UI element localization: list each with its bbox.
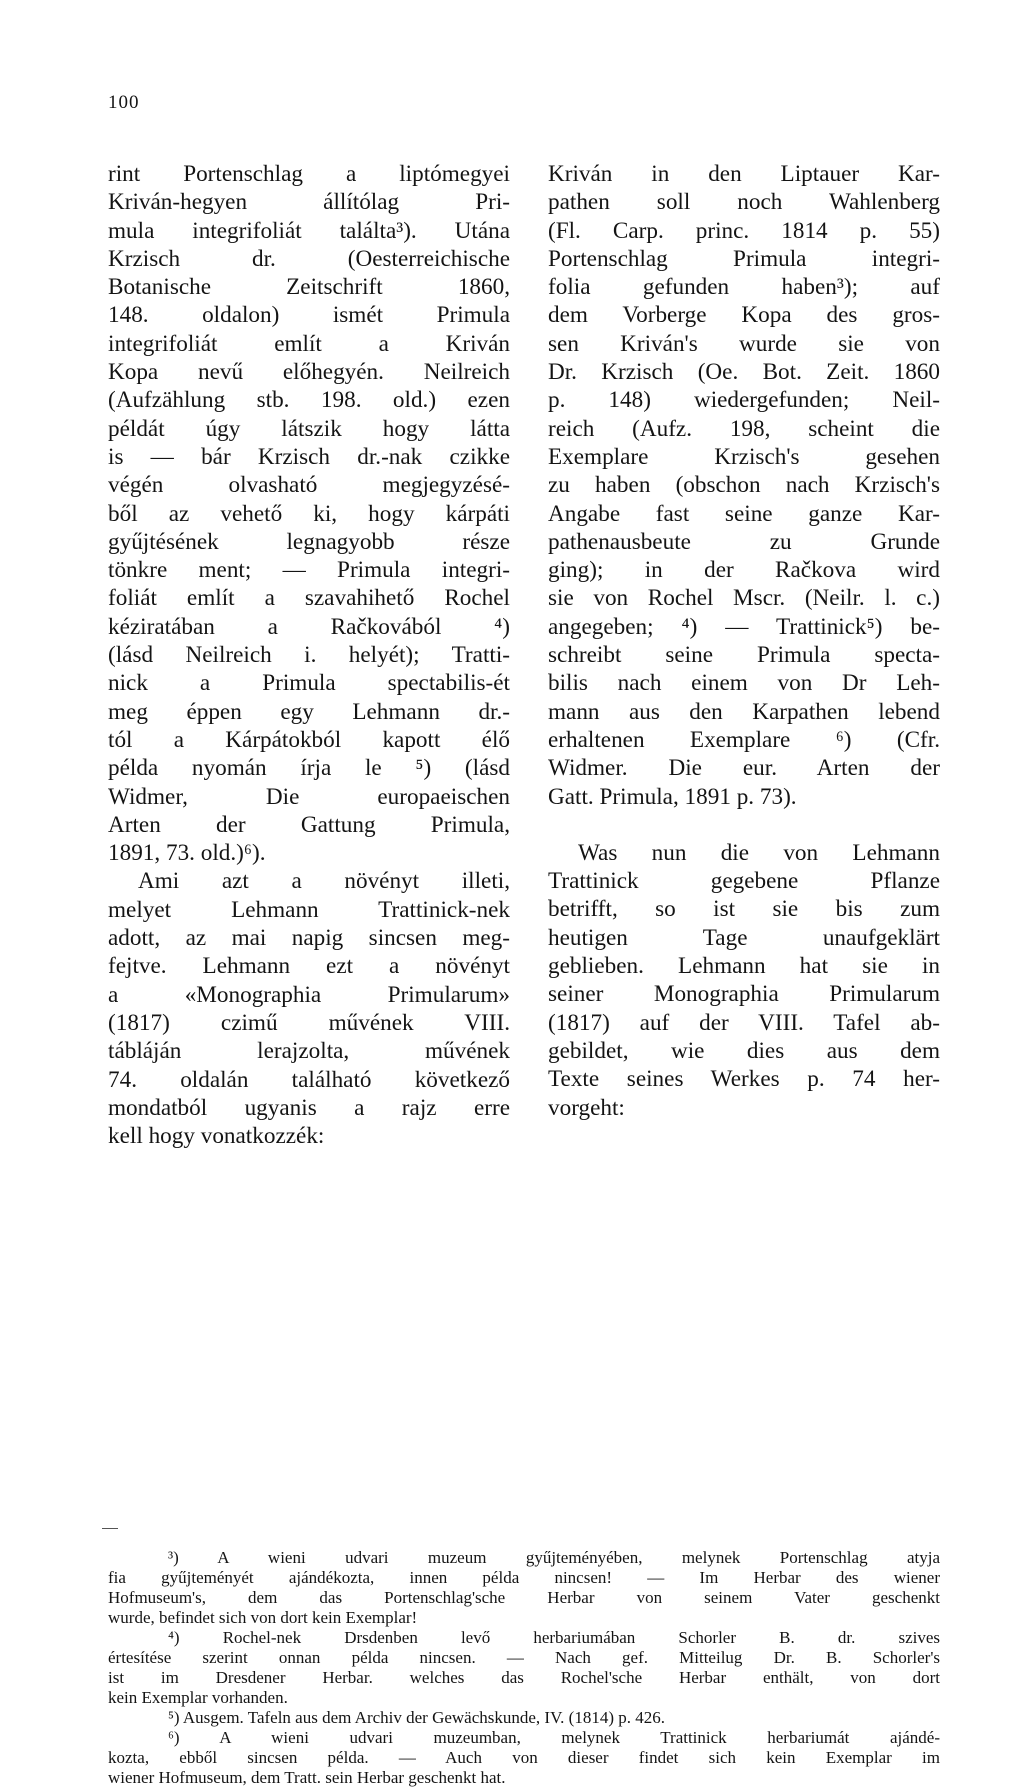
footnote-line: fia gyűjteményét ajándékozta, innen példa nincsen! — Im Herbar des wiener	[108, 1568, 940, 1587]
footnote-line: ⁴) Rochel-nek Drsdenben levő herbariumában Schorler B. dr. szives	[168, 1628, 940, 1647]
page-number: 100	[108, 92, 140, 113]
text-line: pathen soll noch Wahlenberg	[548, 189, 940, 216]
text-line: példa nyomán írja le ⁵) (lásd	[108, 755, 510, 782]
text-line: tönkre ment; — Primula integri-	[108, 557, 510, 584]
text-line: Widmer, Die europaeischen	[108, 783, 510, 810]
footnote-separator	[102, 1528, 118, 1529]
text-line: 74. oldalán található következő	[108, 1066, 510, 1093]
text-line: ging); in der Račkova wird	[548, 557, 940, 584]
text-line: erhaltenen Exemplare ⁶) (Cfr.	[548, 726, 940, 753]
footnote-line: ⁶) A wieni udvari muzeumban, melynek Trattinick herbariumát ajándé-	[168, 1728, 940, 1747]
text-line: seiner Monographia Primularum	[548, 981, 940, 1008]
text-line: Arten der Gattung Primula,	[108, 811, 510, 838]
footnote-line: wurde, befindet sich von dort kein Exemplar!	[108, 1608, 418, 1627]
text-line: rint Portenschlag a liptómegyei	[108, 161, 510, 187]
text-line: Texte seines Werkes p. 74 her-	[548, 1066, 940, 1093]
text-line: heutigen Tage unaufgeklärt	[548, 924, 940, 951]
text-line: 1891, 73. old.)⁶).	[108, 840, 266, 867]
text-line: sie von Rochel Mscr. (Neilr. l. c.)	[548, 585, 940, 612]
text-line: Portenschlag Primula integri-	[548, 245, 940, 272]
footnote-line: ³) A wieni udvari muzeum gyűjteményében, melynek Portenschlag atyja	[168, 1548, 940, 1567]
text-line: Was nun die von Lehmann	[578, 839, 940, 866]
footnote-line: ⁵) Ausgem. Tafeln aus dem Archiv der Gewächskunde, IV. (1814) p. 426.	[168, 1708, 666, 1727]
text-line: Gatt. Primula, 1891 p. 73).	[548, 783, 797, 810]
text-line: integrifoliát említ a Kriván	[108, 330, 510, 357]
text-line: betrifft, so ist sie bis zum	[548, 896, 940, 923]
text-line: fejtve. Lehmann ezt a növényt	[108, 953, 510, 980]
text-line: schreibt seine Primula specta-	[548, 642, 940, 669]
text-line: (Fl. Carp. princ. 1814 p. 55)	[548, 217, 940, 244]
footnote-line: kein Exemplar vorhanden.	[108, 1688, 288, 1707]
text-line: angegeben; ⁴) — Trattinick⁵) be-	[548, 613, 940, 640]
german-column	[548, 160, 940, 1122]
text-line: tábláján lerajzolta, művének	[108, 1038, 510, 1065]
footnote-line: ist im Dresdener Herbar. welches das Rochel'sche Herbar enthält, von dort	[108, 1668, 940, 1687]
text-line: ből az vehető ki, hogy kárpáti	[108, 500, 510, 527]
footnote-line: kozta, ebből sincsen példa. — Auch von dieser findet sich kein Exemplar im	[108, 1748, 940, 1767]
text-line: (lásd Neilreich i. helyét); Tratti-	[108, 642, 510, 669]
text-line: p. 148) wiedergefunden; Neil-	[548, 387, 940, 414]
hungarian-column	[108, 160, 510, 1150]
text-line: Dr. Krzisch (Oe. Bot. Zeit. 1860	[548, 359, 940, 386]
text-line: mann aus den Karpathen lebend	[548, 698, 940, 725]
footnote-line: wiener Hofmuseum, dem Tratt. sein Herbar geschenkt hat.	[108, 1768, 506, 1787]
text-line: Krzisch dr. (Oesterreichische	[108, 245, 510, 272]
text-line: folia gefunden haben³); auf	[548, 274, 940, 301]
text-line: dem Vorberge Kopa des gros-	[548, 302, 940, 329]
text-line: (Aufzählung stb. 198. old.) ezen	[108, 387, 510, 414]
text-line: Kriván in den Liptauer Kar-	[548, 161, 940, 187]
text-line: Botanische Zeitschrift 1860,	[108, 274, 510, 301]
text-line: meg éppen egy Lehmann dr.-	[108, 698, 510, 725]
text-line: kéziratában a Račkovából ⁴)	[108, 613, 510, 640]
text-line: Angabe fast seine ganze Kar-	[548, 500, 940, 527]
text-line: Kopa nevű előhegyén. Neilreich	[108, 359, 510, 386]
text-line: pathenausbeute zu Grunde	[548, 528, 940, 555]
text-line: (1817) auf der VIII. Tafel ab-	[548, 1009, 940, 1036]
text-line: kell hogy vonatkozzék:	[108, 1123, 325, 1150]
text-line: is — bár Krzisch dr.-nak czikke	[108, 443, 510, 470]
paragraph-gap	[548, 811, 940, 839]
text-line: geblieben. Lehmann hat sie in	[548, 953, 940, 980]
text-line: mula integrifoliát találta³). Utána	[108, 217, 510, 244]
text-line: Widmer. Die eur. Arten der	[548, 755, 940, 782]
text-line: foliát említ a szavahihető Rochel	[108, 585, 510, 612]
text-line: gebildet, wie dies aus dem	[548, 1037, 940, 1064]
text-line: sen Kriván's wurde sie von	[548, 330, 940, 357]
text-line: Ami azt a növényt illeti,	[138, 868, 510, 895]
text-line: a «Monographia Primularum»	[108, 981, 510, 1008]
text-line: (1817) czimű művének VIII.	[108, 1009, 510, 1036]
text-line: bilis nach einem von Dr Leh-	[548, 670, 940, 697]
text-line: példát úgy látszik hogy látta	[108, 415, 510, 442]
text-line: Trattinick gegebene Pflanze	[548, 868, 940, 895]
text-line: melyet Lehmann Trattinick-nek	[108, 896, 510, 923]
text-line: tól a Kárpátokból kapott élő	[108, 726, 510, 753]
footnote-line: értesítése szerint onnan példa nincsen. — Nach gef. Mitteilug Dr. B. Schorler's	[108, 1648, 940, 1667]
text-line: Exemplare Krzisch's gesehen	[548, 443, 940, 470]
text-line: Kriván-hegyen állítólag Pri-	[108, 189, 510, 216]
text-line: zu haben (obschon nach Krzisch's	[548, 472, 940, 499]
text-line: végén olvasható megjegyzésé-	[108, 472, 510, 499]
text-line: 148. oldalon) ismét Primula	[108, 302, 510, 329]
text-line: nick a Primula spectabilis-ét	[108, 670, 510, 697]
footnote-line: Hofmuseum's, dem das Portenschlag'sche Herbar von seinem Vater geschenkt	[108, 1588, 940, 1607]
text-line: adott, az mai napig sincsen meg-	[108, 925, 510, 952]
text-line: mondatból ugyanis a rajz erre	[108, 1094, 510, 1121]
text-line: vorgeht:	[548, 1094, 625, 1121]
footnotes	[108, 1548, 940, 1788]
text-line: gyűjtésének legnagyobb része	[108, 528, 510, 555]
text-line: reich (Aufz. 198, scheint die	[548, 415, 940, 442]
